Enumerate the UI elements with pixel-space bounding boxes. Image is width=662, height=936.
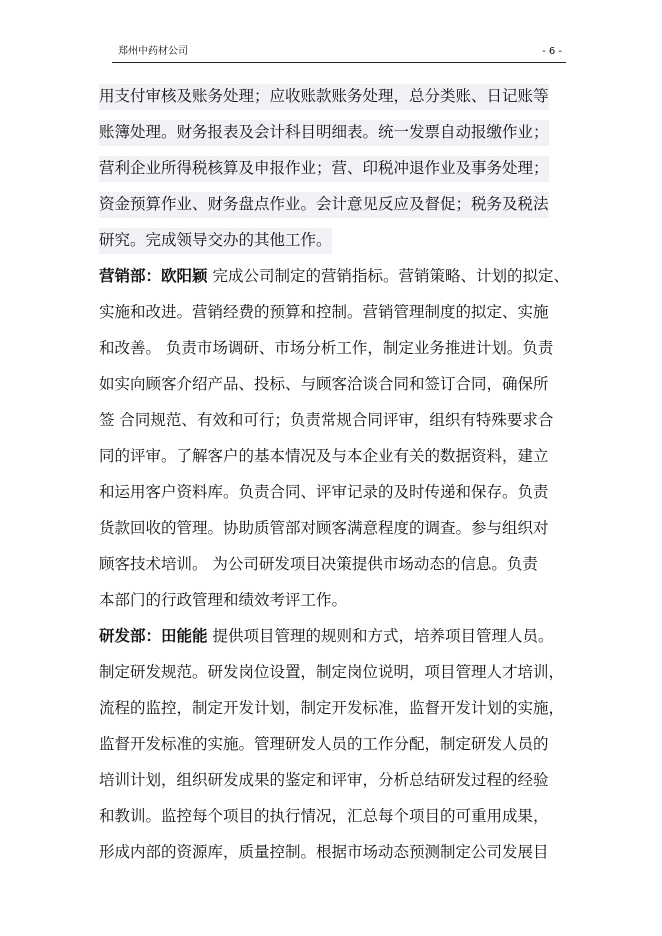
- rnd-dept-duty: 提供项目管理的规则和方式，培养项目管理人员。: [207, 627, 554, 645]
- marketing-dept-line: [99, 266, 589, 302]
- text-line: 制定研发规范。研发岗位设置，制定岗位说明，项目管理人才培训，: [99, 663, 565, 681]
- highlighted-text: 用支付审核及账务处理；应收账款账务处理，总分类账、日记账等: [99, 84, 549, 110]
- text-line: 监督开发标准的实施。管理研发人员的工作分配，制定研发人员的: [99, 735, 549, 753]
- text-line: 如实向顾客介绍产品、投标、与顾客洽谈合同和签订合同，确保所: [99, 375, 549, 393]
- text-line: [99, 122, 589, 158]
- text-line: 流程的监控，制定开发计划，制定开发标准，监督开发计划的实施，: [99, 699, 565, 717]
- text-line: [99, 86, 589, 122]
- page-header: [112, 46, 566, 63]
- text-line: 和运用客户资料库。负责合同、评审记录的及时传递和保存。负责: [99, 483, 549, 501]
- highlighted-text: 研究。完成领导交办的其他工作。: [99, 228, 332, 254]
- text-line: 实施和改进。营销经费的预算和控制。营销管理制度的拟定、实施: [99, 303, 549, 321]
- text-line: [99, 158, 589, 194]
- text-line: 顾客技术培训。 为公司研发项目决策提供市场动态的信息。负责: [99, 555, 538, 573]
- rnd-dept-head: 田能能: [161, 627, 208, 645]
- highlighted-text: 账簿处理。财务报表及会计科目明细表。统一发票自动报缴作业；: [99, 120, 549, 146]
- highlighted-text: 营利企业所得税核算及申报作业；营、印税冲退作业及事务处理；: [99, 156, 549, 182]
- text-line: 形成内部的资源库，质量控制。根据市场动态预测制定公司发展目: [99, 843, 549, 861]
- text-line: 和教训。监控每个项目的执行情况，汇总每个项目的可重用成果，: [99, 807, 549, 825]
- text-line: 签 合同规范、有效和可行；负责常规合同评审，组织有特殊要求合: [99, 411, 554, 429]
- header-company-name: 郑州中药材公司: [118, 46, 188, 57]
- marketing-dept-label: 营销部：: [99, 267, 162, 285]
- rnd-dept-line: [99, 626, 589, 662]
- text-line: 货款回收的管理。协助质管部对顾客满意程度的调查。参与组织对: [99, 519, 549, 537]
- text-line: 本部门的行政管理和绩效考评工作。: [99, 591, 348, 609]
- rnd-dept-label: 研发部：: [99, 627, 162, 645]
- marketing-dept-duty: 完成公司制定的营销指标。营销策略、计划的拟定、: [207, 267, 569, 285]
- text-line: 培训计划，组织研发成果的鉴定和评审，分析总结研发过程的经验: [99, 771, 549, 789]
- text-line: [99, 194, 589, 230]
- highlighted-text: 资金预算作业、财务盘点作业。会计意见反应及督促；税务及税法: [99, 192, 549, 218]
- document-body: [99, 86, 589, 878]
- text-line: 同的评审。了解客户的基本情况及与本企业有关的数据资料，建立: [99, 447, 549, 465]
- marketing-dept-head: 欧阳颖: [161, 267, 208, 285]
- text-line: 和改善。 负责市场调研、市场分析工作，制定业务推进计划。负责: [99, 339, 554, 357]
- header-page-number: - 6 -: [542, 46, 562, 57]
- text-line: [99, 230, 589, 266]
